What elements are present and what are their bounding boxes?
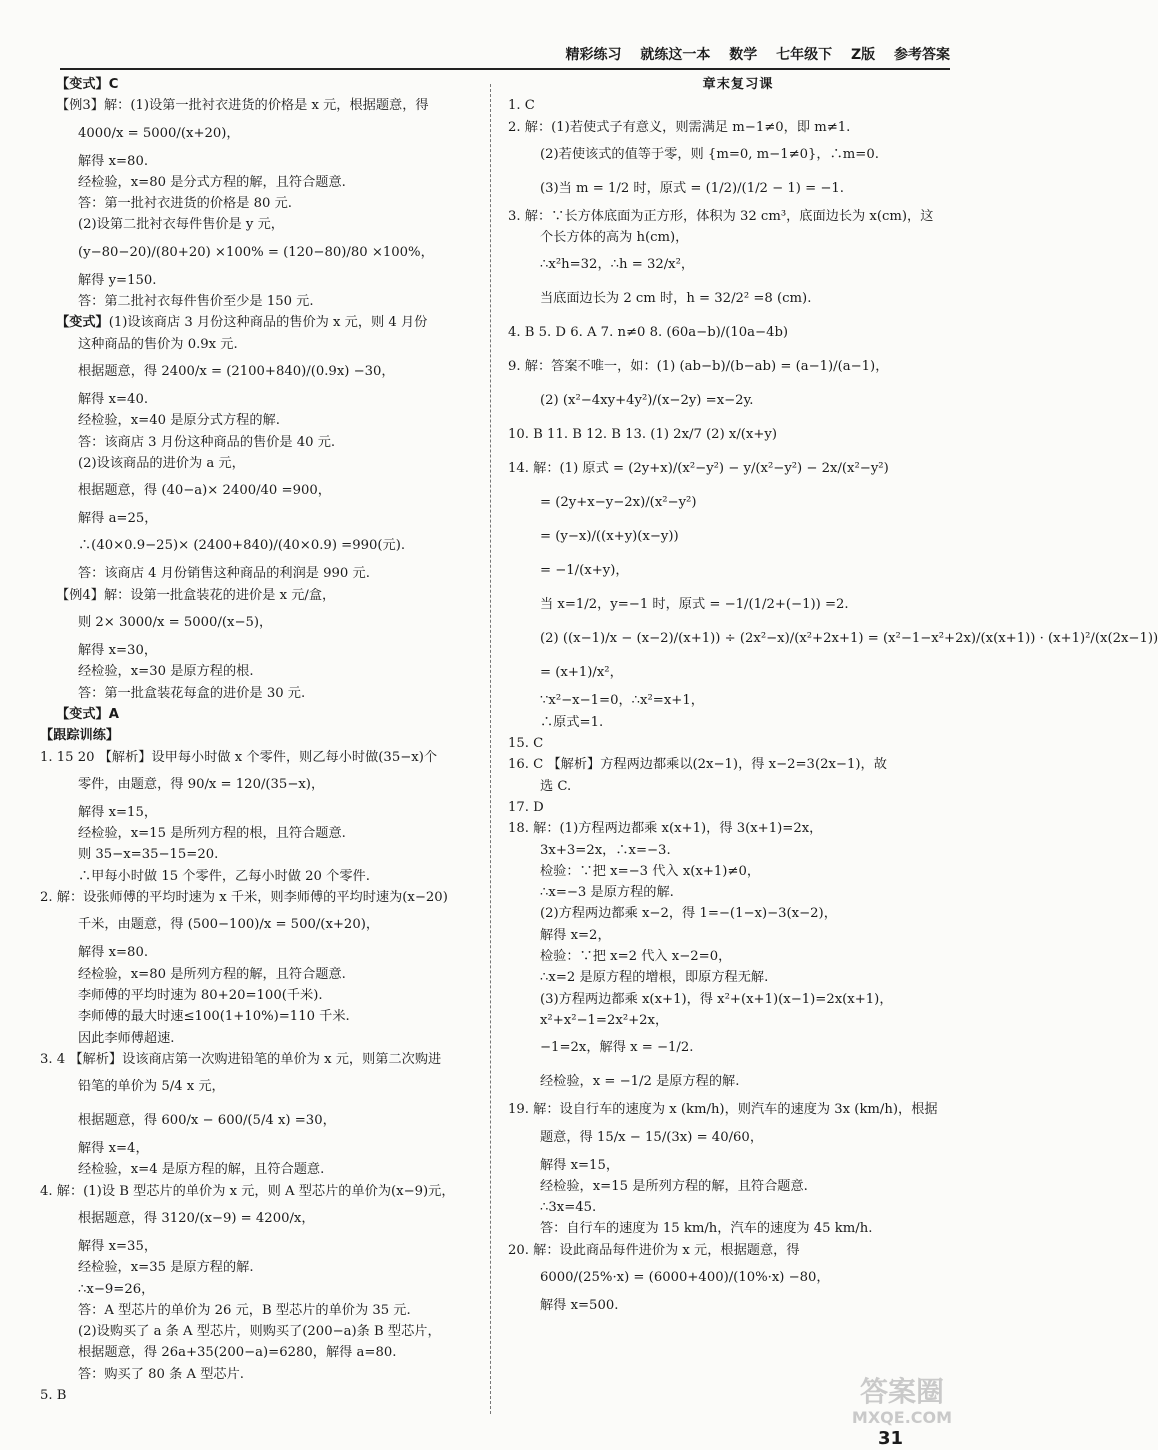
text-line: 经检验，x=40 是原分式方程的解. [78, 413, 280, 429]
text-line: 因此李师傅超速. [78, 1030, 175, 1046]
text-line: 解得 y=150. [78, 272, 157, 288]
equation-line: 14. 解：(1) 原式 = (2y+x)/(x²−y²) − y/(x²−y²) − 2x/(x²−y²) [508, 461, 889, 477]
text-line: 李师傅的平均时速为 80+20=100(千米). [78, 987, 323, 1003]
text-line: 16. C 【解析】方程两边都乘以(2x−1)，得 x−2=3(2x−1)，故 [508, 757, 887, 773]
equation-line: (3)当 m = 1/2 时，原式 = (1/2)/(1/2 − 1) = −1. [540, 180, 844, 196]
equation-line: 则 2× 3000/x = 5000/(x−5)， [78, 615, 273, 631]
equation-line: 千米，由题意，得 (500−100)/x = 500/(x+20)， [78, 917, 380, 933]
text-line: 经检验，x=80 是分式方程的解，且符合题意. [78, 174, 346, 190]
equation-line: = (y−x)/((x+y)(x−y)) [540, 529, 679, 545]
equation-line: −1=2x，解得 x = −1/2. [540, 1040, 694, 1056]
left-column [40, 74, 480, 1406]
text-line: 解得 x=35， [78, 1238, 158, 1254]
text-line: ∴x=2 是原方程的增根，即原方程无解. [540, 970, 769, 986]
text-line: 【例4】解：设第一批盒装花的进价是 x 元/盒， [56, 587, 336, 603]
text-line: 答：该商店 3 月份这种商品的售价是 40 元. [78, 434, 336, 450]
text-line: 答：第一批衬衣进货的价格是 80 元. [78, 196, 292, 212]
text-line: 19. 解：设自行车的速度为 x (km/h)，则汽车的速度为 3x (km/h)，根据 [508, 1102, 938, 1118]
text-line: 解得 a=25， [78, 511, 158, 527]
text-line: 17. D [508, 799, 544, 815]
text-line: ∴原式=1. [540, 714, 604, 730]
text-line: 经检验，x=15 是所列方程的解，且符合题意. [540, 1178, 808, 1194]
text-line: 20. 解：设此商品每件进价为 x 元，根据题意，得 [508, 1242, 800, 1258]
equation-line: 当底面边长为 2 cm 时，h = 32/2² =8 (cm). [540, 291, 812, 307]
equation-line: 题意，得 15/x − 15/(3x) = 40/60， [540, 1129, 764, 1145]
watermark-text: 答案圈 [859, 1375, 944, 1408]
text-line: 18. 解：(1)方程两边都乘 x(x+1)，得 3(x+1)=2x， [508, 821, 823, 837]
text-line: 【变式】(1)设该商店 3 月份这种商品的售价为 x 元，则 4 月份 [56, 315, 428, 331]
equation-line: (2)若使该式的值等于零，则 {m=0, m−1≠0}，∴m=0. [540, 146, 879, 162]
text-line: ∴甲每小时做 15 个零件，乙每小时做 20 个零件. [78, 868, 370, 884]
text-line: 【变式】C [56, 77, 119, 92]
text-line: 15. C [508, 736, 544, 752]
text-line: 2. 解：设张师傅的平均时速为 x 千米，则李师傅的平均时速为(x−20) [40, 890, 448, 906]
text-line: 这种商品的售价为 0.9x 元. [78, 336, 238, 352]
equation-line: (y−80−20)/(80+20) ×100% = (120−80)/80 ×100%， [78, 244, 434, 260]
equation-line: = (x+1)/x²， [540, 665, 623, 681]
text-line: 根据题意，得 26a+35(200−a)=6280，解得 a=80. [78, 1345, 397, 1361]
equation-line: 经检验，x = −1/2 是原方程的解. [540, 1074, 740, 1090]
text-line: 3x+3=2x，∴x=−3. [540, 842, 671, 858]
text-line: 解得 x=500. [540, 1298, 619, 1314]
page-number: 31 [878, 1428, 904, 1449]
text-line: (3)方程两边都乘 x(x+1)，得 x²+(x+1)(x−1)=2x(x+1)， [540, 991, 893, 1007]
text-line: 5. B [40, 1388, 67, 1404]
text-line: 选 C. [540, 778, 572, 794]
equation-line: 4000/x = 5000/(x+20)， [78, 125, 240, 141]
text-line: 答：自行车的速度为 15 km/h，汽车的速度为 45 km/h. [540, 1221, 873, 1237]
text-line: 经检验，x=80 是所列方程的解，且符合题意. [78, 966, 346, 982]
text-line: 经检验，x=4 是原方程的解，且符合题意. [78, 1162, 325, 1178]
watermark-logo [822, 1376, 982, 1436]
text-line: ∵x²−x−1=0，∴x²=x+1， [540, 693, 704, 709]
equation-line: = −1/(x+y)， [540, 563, 629, 579]
text-line: x²+x²−1=2x²+2x， [540, 1012, 669, 1028]
header-item: 精彩练习 [565, 47, 622, 63]
text-line: 解得 x=30， [78, 643, 158, 659]
header-item: Z版 [850, 47, 876, 63]
text-line: ∴x−9=26， [78, 1281, 155, 1297]
text-line: 检验：∵把 x=−3 代入 x(x+1)≠0， [540, 863, 761, 879]
column-divider [490, 84, 491, 1414]
running-header [60, 44, 950, 70]
watermark-url: MXQE.COM [851, 1408, 953, 1427]
equation-line: 零件，由题意，得 90/x = 120/(35−x)， [78, 776, 325, 792]
text-line: (2)方程两边都乘 x−2，得 1=−(1−x)−3(x−2)， [540, 906, 837, 922]
text-line: 经检验，x=15 是所列方程的根，且符合题意. [78, 826, 346, 842]
text-line: 【变式】A [56, 706, 119, 722]
text-line: 经检验，x=35 是原方程的解. [78, 1260, 254, 1276]
text-line: ∴x=−3 是原方程的解. [540, 885, 674, 901]
section-heading: 【跟踪训练】 [40, 728, 120, 744]
header-item: 七年级下 [776, 47, 833, 63]
equation-line: 根据题意，得 2400/x = (2100+840)/(0.9x) −30， [78, 363, 395, 379]
text-line: 答：A 型芯片的单价为 26 元，B 型芯片的单价为 35 元. [78, 1302, 411, 1318]
text-line: 则 35−x=35−15=20. [78, 847, 219, 863]
text-line: 【例3】解：(1)设第一批衬衣进货的价格是 x 元，根据题意，得 [56, 98, 429, 114]
text-line: 答：第一批盒装花每盒的进价是 30 元. [78, 685, 306, 701]
header-item: 就练这一本 [640, 47, 711, 63]
answer-line: 9. 解：答案不唯一，如：(1) (ab−b)/(b−ab) = (a−1)/(a−1)， [508, 359, 889, 375]
text-line: 检验：∵把 x=2 代入 x−2=0， [540, 949, 732, 965]
text-line: 2. 解：(1)若使式子有意义，则需满足 m−1≠0，即 m≠1. [508, 119, 851, 135]
text-line: 4. 解：(1)设 B 型芯片的单价为 x 元，则 A 型芯片的单价为(x−9)元， [40, 1183, 455, 1199]
equation-line: = (2y+x−y−2x)/(x²−y²) [540, 495, 697, 511]
right-column [508, 74, 1158, 1316]
text-line: 解得 x=2， [540, 927, 611, 943]
text-line: 3. 解：∵长方体底面为正方形，体积为 32 cm³，底面边长为 x(cm)，这 [508, 208, 934, 224]
equation-line: ∴(40×0.9−25)× (2400+840)/(40×0.9) =990(元). [78, 538, 406, 554]
equation-line: ∴x²h=32，∴h = 32/x²， [540, 257, 695, 273]
equation-line: 根据题意，得 600/x − 600/(5/4 x) =30， [78, 1113, 336, 1129]
text-line: 答：第二批衬衣每件售价至少是 150 元. [78, 294, 314, 310]
text-line: 答：购买了 80 条 A 型芯片. [78, 1366, 244, 1382]
text-line: 解得 x=15， [540, 1157, 620, 1173]
text-line: (2)设该商品的进价为 a 元， [78, 455, 245, 471]
equation-line: 6000/(25%·x) = (6000+400)/(10%·x) −80， [540, 1270, 830, 1286]
equation-line: (2) ((x−1)/x − (x−2)/(x+1)) ÷ (2x²−x)/(x²+2x+1) = (x²−1−x²+2x)/(x(x+1)) · (x+1)²/(x(2x−1)) [540, 631, 1158, 647]
text-line: 答：该商店 4 月份销售这种商品的利润是 990 元. [78, 566, 370, 582]
header-item: 数学 [729, 47, 758, 63]
equation-line: 当 x=1/2，y=−1 时，原式 = −1/(1/2+(−1)) =2. [540, 597, 849, 613]
section-title: 章末复习课 [702, 77, 774, 92]
text-line: (2)设购买了 a 条 A 型芯片，则购买了(200−a)条 B 型芯片， [78, 1324, 441, 1340]
text-line: ∴3x=45. [540, 1200, 597, 1216]
text-line: 解得 x=15， [78, 804, 158, 820]
equation-line: 铅笔的单价为 5/4 x 元， [78, 1079, 225, 1095]
text-line: 1. C [508, 98, 535, 114]
text-line: 解得 x=80. [78, 153, 149, 169]
equation-line: 根据题意，得 3120/(x−9) = 4200/x， [78, 1210, 315, 1226]
text-line: 解得 x=4， [78, 1141, 149, 1157]
text-line: 解得 x=80. [78, 945, 149, 961]
equation-line: 根据题意，得 (40−a)× 2400/40 =900， [78, 483, 331, 499]
answer-line: 10. B 11. B 12. B 13. (1) 2x/7 (2) x/(x+y) [508, 427, 778, 443]
header-item: 参考答案 [894, 47, 950, 63]
text-line: 解得 x=40. [78, 391, 149, 407]
text-line: 1. 15 20 【解析】设甲每小时做 x 个零件，则乙每小时做(35−x)个 [40, 749, 438, 765]
text-line: 经检验，x=30 是原方程的根. [78, 664, 254, 680]
text-line: 李师傅的最大时速≤100(1+10%)=110 千米. [78, 1009, 350, 1025]
equation-line: (2) (x²−4xy+4y²)/(x−2y) =x−2y. [540, 393, 754, 409]
text-line: 3. 4 【解析】设该商店第一次购进铅笔的单价为 x 元，则第二次购进 [40, 1051, 442, 1067]
text-line: (2)设第二批衬衣每件售价是 y 元， [78, 217, 284, 233]
text-line: 个长方体的高为 h(cm)， [540, 230, 689, 246]
answer-line: 4. B 5. D 6. A 7. n≠0 8. (60a−b)/(10a−4b) [508, 325, 789, 341]
